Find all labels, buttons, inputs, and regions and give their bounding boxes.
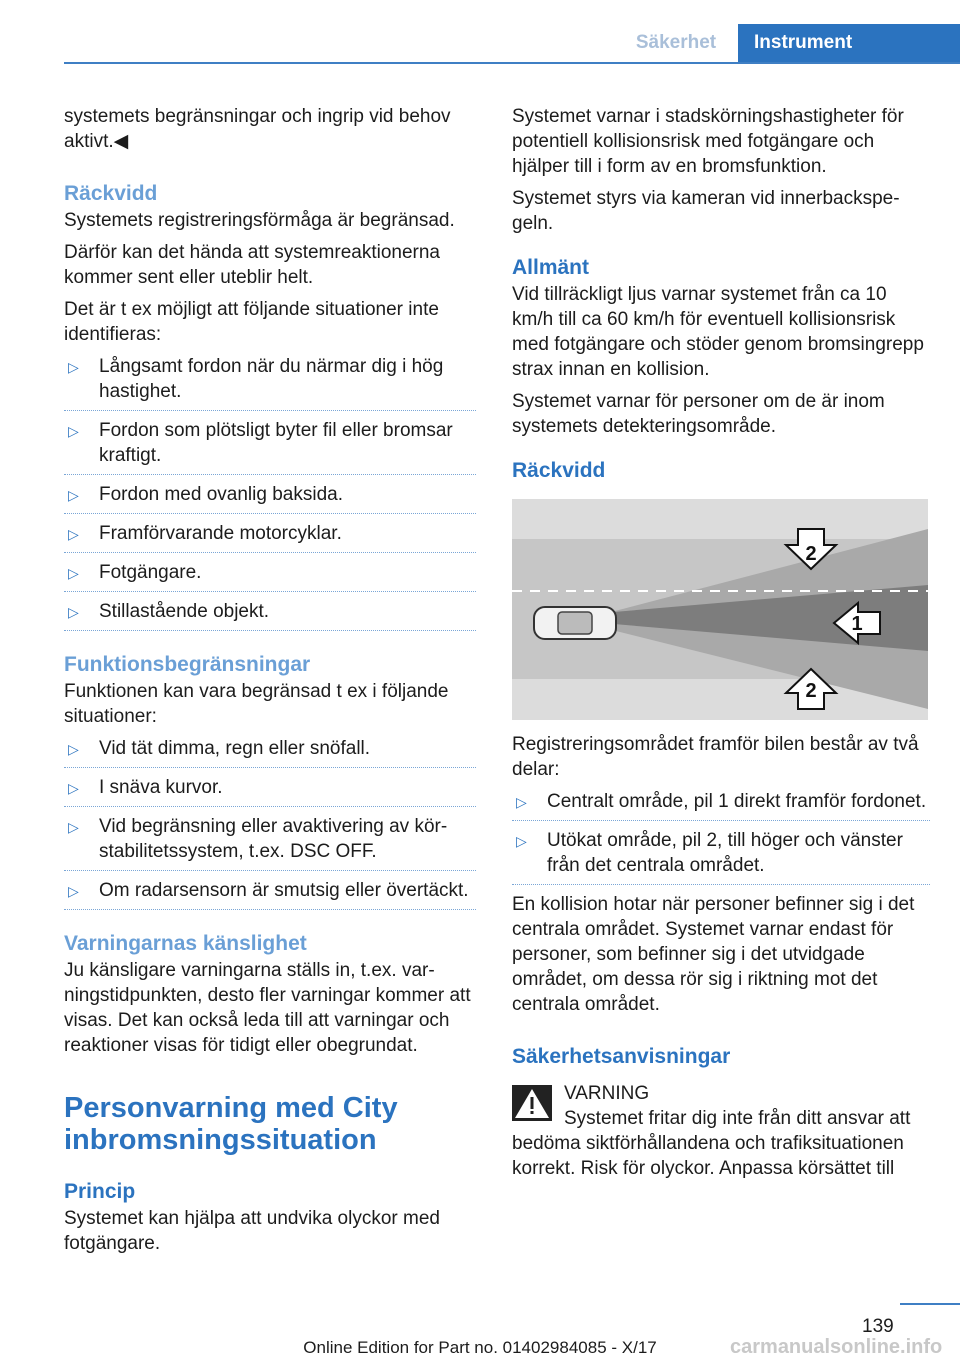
- range-heading-right: Räckvidd: [512, 459, 606, 482]
- range-list: [64, 354, 476, 631]
- triangle-bullet-icon: ▷: [516, 794, 527, 810]
- arrow-2-top-label: 2: [805, 543, 817, 565]
- list-item: ▷ Utökat område, pil 2, till höger och vänster från det centrala området.: [512, 828, 930, 885]
- general-heading: Allmänt: [512, 256, 590, 279]
- footer-edition: Online Edition for Part no. 01402984085 - X/17: [303, 1338, 657, 1357]
- tab-instrument[interactable]: Instrument: [738, 24, 960, 62]
- warning-text: Systemet fritar dig inte från ditt ansvar att bedöma siktförhållandena och trafiksituationen korrekt. Risk för olyckor. Anpassa körsättet till: [512, 1108, 911, 1179]
- triangle-bullet-icon: ▷: [68, 423, 79, 439]
- range-paragraph-right-2: En kollision hotar när personer befinner sig i det centrala området. Systemet varnar endast för personer, som befinner sig i det utvidgade området, om dessa rör sig i riktning mot det centrala området.: [512, 894, 915, 1015]
- safety-heading: Säkerhetsanvisningar: [512, 1045, 731, 1068]
- triangle-bullet-icon: ▷: [68, 780, 79, 796]
- arrow-2-bottom-label: 2: [805, 680, 817, 702]
- list-item: ▷ Centralt område, pil 1 direkt framför fordonet.: [512, 789, 930, 821]
- triangle-bullet-icon: ▷: [68, 741, 79, 757]
- sensitivity-paragraph: Ju känsligare varningarna ställs in, t.ex. varningstidpunkten, desto fler varningar kommer att visas. Det kan också leda till att varningar och reaktioner visas för tidigt eller obegrundat.: [64, 960, 471, 1056]
- func-paragraph: Funktionen kan vara begränsad t ex i följande situationer:: [64, 681, 449, 727]
- left-column: [64, 104, 476, 1263]
- tab-sakerhet[interactable]: Säkerhet: [635, 32, 717, 53]
- right-column: [512, 104, 930, 1188]
- list-item: ▷ Om radarsensorn är smutsig eller övertäckt.: [64, 878, 476, 910]
- general-paragraph-1: Vid tillräckligt ljus varnar systemet från ca 10 km/h till ca 60 km/h för eventuell kollisionsrisk med fotgängare och stöder genom bromsingrepp strax innan en kollision.: [512, 284, 924, 380]
- range-paragraph-1: Systemets registreringsförmåga är begränsad.: [64, 210, 455, 231]
- range-list-right: [512, 789, 930, 885]
- list-item: ▷ Vid tät dimma, regn eller snöfall.: [64, 736, 476, 768]
- intro-paragraph-1: Systemet varnar i stadskörningshastigheter för potentiell kollisionsrisk med fotgängare och hjälper till i form av en bromsfunktion.: [512, 106, 904, 177]
- warning-text-start: [564, 1106, 930, 1131]
- triangle-bullet-icon: ▷: [68, 526, 79, 542]
- princip-paragraph: Systemet kan hjälpa att undvika olyckor med fotgängare.: [64, 1208, 440, 1254]
- list-item: ▷ Fordon med ovanlig baksida.: [64, 482, 476, 514]
- list-item: ▷ Stillastående objekt.: [64, 599, 476, 631]
- princip-heading: Princip: [64, 1180, 136, 1203]
- header-rule: [64, 62, 960, 64]
- general-paragraph-2: Systemet varnar för personer om de är inom systemets detekteringsområde.: [512, 391, 885, 437]
- triangle-bullet-icon: ▷: [68, 883, 79, 899]
- sensitivity-heading: Varningarnas känslighet: [64, 932, 307, 955]
- range-paragraph-right-1: Registreringsområdet framför bilen består av två delar:: [512, 734, 919, 780]
- car-icon: [534, 607, 616, 639]
- triangle-bullet-icon: ▷: [68, 604, 79, 620]
- list-item: ▷ Fordon som plötsligt byter fil eller bromsar kraftigt.: [64, 418, 476, 475]
- list-item: ▷ Långsamt fordon när du närmar dig i hög hastighet.: [64, 354, 476, 411]
- triangle-bullet-icon: ▷: [68, 359, 79, 375]
- warning-block: [512, 1081, 930, 1131]
- func-list: [64, 736, 476, 910]
- page-number: 139: [862, 1316, 894, 1337]
- section-title: Personvarning med City inbromsningssituation: [64, 1092, 398, 1156]
- list-item: ▷ I snäva kurvor.: [64, 775, 476, 807]
- watermark: carmanualsonline.info: [730, 1336, 943, 1358]
- func-heading: Funktionsbegränsningar: [64, 653, 311, 676]
- triangle-bullet-icon: ▷: [68, 565, 79, 581]
- range-heading: Räckvidd: [64, 182, 158, 205]
- range-paragraph-3: Det är t ex möjligt att följande situationer inte identifieras:: [64, 299, 439, 345]
- warning-triangle-icon: [512, 1085, 552, 1121]
- intro-text: systemets begränsningar och ingrip vid behov aktivt.◀: [64, 106, 451, 152]
- list-item: ▷ Framförvarande motorcyklar.: [64, 521, 476, 553]
- triangle-bullet-icon: ▷: [516, 833, 527, 849]
- page-number-rule: [900, 1303, 960, 1305]
- arrow-1-label: 1: [851, 613, 863, 635]
- intro-paragraph-2: Systemet styrs via kameran vid innerbackspegeln.: [512, 188, 900, 234]
- detection-range-figure: [512, 499, 928, 720]
- triangle-bullet-icon: ▷: [68, 819, 79, 835]
- triangle-bullet-icon: ▷: [68, 487, 79, 503]
- list-item: ▷ Vid begränsning eller avaktivering av körstabilitetssystem, t.ex. DSC OFF.: [64, 814, 476, 871]
- range-paragraph-2: Därför kan det hända att systemreaktionerna kommer sent eller uteblir helt.: [64, 242, 440, 288]
- list-item: ▷ Fotgängare.: [64, 560, 476, 592]
- warning-label: VARNING: [564, 1083, 650, 1104]
